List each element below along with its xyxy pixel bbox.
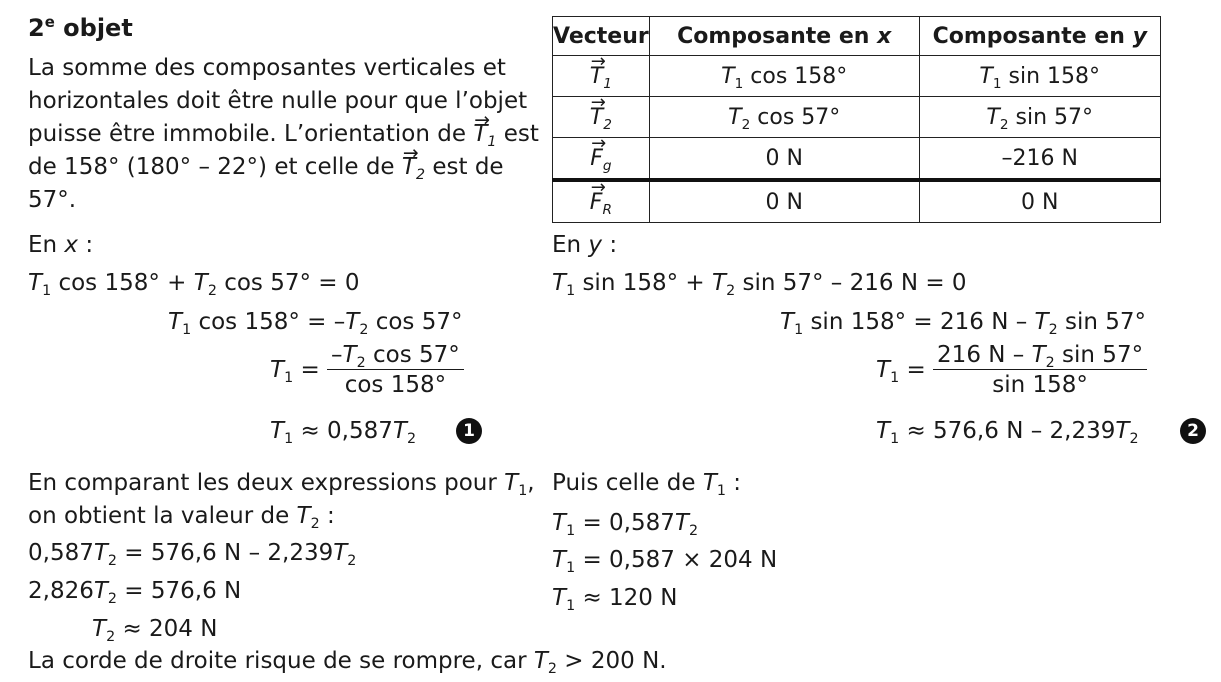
vec-letter: T: [589, 104, 604, 130]
vec-letter: T: [589, 63, 604, 89]
intro-line-3a: puisse être immobile. L’orientation de: [28, 121, 474, 147]
table-header-row: [553, 17, 1161, 56]
vec-sub: g: [602, 157, 612, 174]
y-equation-3: $T_1$ = $\frac{216 N - T_2 \sin 57^\circ}{\sin 158^\circ}$: [876, 344, 1147, 397]
x-label: [28, 234, 93, 257]
then-label: Puis celle de $T_1$ :: [552, 470, 742, 499]
cell-sym: T: [721, 63, 735, 89]
title-superscript: e: [44, 13, 55, 32]
y-label-colon: :: [602, 232, 618, 258]
y-fraction-numerator: 216 N – $T_2$ sin 57°: [933, 344, 1147, 370]
table-row: [553, 97, 1161, 138]
then-eq2: = 0,587 × 204 N: [575, 547, 778, 573]
vec-symbol: [590, 145, 612, 174]
header-y-var: y: [1132, 23, 1147, 49]
intro-paragraph: [28, 52, 548, 217]
compare-eq2-a: 2,826: [28, 578, 94, 604]
components-table: [552, 16, 1161, 223]
x-label-var: x: [64, 232, 79, 258]
x-label-colon: :: [78, 232, 94, 258]
vec-symbol: [589, 63, 612, 92]
y-fraction: [933, 344, 1147, 397]
y-fraction-denominator: sin 158°: [992, 372, 1088, 398]
table-row: [553, 138, 1161, 181]
cell-sub: 1: [992, 75, 1002, 92]
intro-line-4b: est de 57°.: [28, 154, 504, 213]
compare-eq-3: $T_2 \approx 204$ N: [92, 616, 218, 645]
y-equation-4: $T_1 \approx 576,6$ N – $2,239T_2$: [876, 418, 1139, 447]
y-eq2-a: sin 158° = 216 N –: [803, 309, 1035, 335]
y-label-var: y: [588, 232, 603, 258]
compare-text-2: on obtient la valeur de: [28, 503, 297, 529]
cell-sub: 2: [999, 116, 1009, 133]
vector-t1: → $T_1$: [473, 118, 496, 151]
section-title: [28, 13, 133, 42]
compare-eq-1: $0,587T_2 = 576,6$ N – $2,239T_2$: [28, 540, 357, 569]
y-eq1-a: sin 158° +: [575, 270, 713, 296]
x-label-text: En: [28, 232, 65, 258]
intro-line-1: La somme des composantes verticales et: [28, 55, 506, 81]
then-label-b: :: [725, 470, 742, 496]
cell-text: cos 57°: [750, 104, 841, 130]
vec-letter: F: [589, 189, 603, 215]
compare-line-2: on obtient la valeur de $T_2$ :: [28, 503, 335, 532]
cell-sub: 2: [741, 116, 751, 133]
x-fraction-denominator: cos 158°: [344, 372, 447, 398]
compare-eq2-b: = 576,6 N: [117, 578, 242, 604]
x-eq4: ≈ 0,587: [293, 418, 393, 444]
y-eq1-b: sin 57° – 216 N = 0: [735, 270, 967, 296]
y-num-a: 216 N –: [937, 342, 1032, 368]
header-vector: Vecteur: [553, 17, 650, 56]
compare-text-1b: ,: [527, 470, 535, 496]
cell-x: [649, 97, 919, 138]
cell-sym: T: [979, 63, 993, 89]
vec-letter: F: [590, 145, 603, 171]
then-eq-1: $T_1 = 0,587T_2$: [552, 510, 699, 539]
cell-text: sin 158°: [1001, 63, 1101, 89]
cell-y: 0 N: [919, 180, 1160, 223]
cell-x: 0 N: [649, 138, 919, 181]
title-text: objet: [54, 14, 133, 42]
cell-y: –216 N: [919, 138, 1160, 181]
step-badge-2: 2: [1180, 418, 1206, 444]
y-eq4: ≈ 576,6 N – 2,239: [899, 418, 1116, 444]
y-label: [552, 234, 617, 257]
x-fraction-numerator: $-T_2$ cos 57°: [327, 344, 464, 370]
x-eq1-a: cos 158° +: [51, 270, 194, 296]
y-num-b: sin 57°: [1054, 342, 1144, 368]
row-vector-t1: [553, 56, 650, 97]
vec-symbol: [589, 189, 612, 218]
cell-text: cos 158°: [743, 63, 848, 89]
compare-eq-2: $2,826T_2 = 576,6$ N: [28, 578, 242, 607]
cell-sym: T: [728, 104, 742, 130]
then-label-a: Puis celle de: [552, 470, 703, 496]
cell-y: [919, 97, 1160, 138]
conclusion-b: > 200 N.: [556, 648, 667, 674]
y-equation-2: $T_1$ sin 158° = 216 N – $T_2$ sin 57°: [780, 309, 1147, 338]
compare-eq1-a: 0,587: [28, 540, 94, 566]
x-fraction: [327, 344, 464, 397]
compare-line-1: En comparant les deux expressions pour $T_1$,: [28, 470, 535, 499]
y-equation-1: $T_1$ $\sin 158^\circ + T_2$ sin 57° – 216 N = 0: [552, 270, 967, 299]
then-eq3: ≈ 120 N: [575, 585, 678, 611]
x-num-a: –: [331, 342, 343, 368]
intro-line-2: horizontales doit être nulle pour que l’objet: [28, 88, 528, 114]
x-equation-3: $T_1$ = $\frac{-T_2 \cos 57^\circ}{\cos 158^\circ}$: [270, 344, 464, 397]
cell-sub: 1: [734, 75, 744, 92]
x-eq2-a: cos 158° = –: [191, 309, 346, 335]
cell-text: sin 57°: [1008, 104, 1094, 130]
compare-text-1: En comparant les deux expressions pour: [28, 470, 505, 496]
vector-t2: → $T_2$: [402, 151, 425, 184]
y-label-text: En: [552, 232, 589, 258]
then-eq-2: $T_1 = 0,587 \times 204$ N: [552, 547, 778, 576]
header-y: [919, 17, 1160, 56]
header-x-text: Composante en: [677, 23, 878, 49]
x-eq2-b: cos 57°: [368, 309, 463, 335]
compare-eq1-b: = 576,6 N – 2,239: [117, 540, 334, 566]
x-equation-4: $T_1 \approx 0,587T_2$: [270, 418, 417, 447]
table-row: [553, 180, 1161, 223]
x-num-b: cos 57°: [365, 342, 460, 368]
x-equation-1: $T_1$ $\cos 158^\circ + T_2$ cos 57° = 0: [28, 270, 360, 299]
table-row: [553, 56, 1161, 97]
then-eq-3: $T_1 \approx 120$ N: [552, 585, 678, 614]
header-x-var: x: [877, 23, 892, 49]
compare-text-2b: :: [319, 503, 335, 529]
cell-x: 0 N: [649, 180, 919, 223]
then-eq1: = 0,587: [575, 510, 675, 536]
vec-sub: R: [602, 201, 612, 218]
conclusion-a: La corde de droite risque de se rompre, car: [28, 648, 534, 674]
cell-sym: T: [986, 104, 1000, 130]
vec-symbol: [589, 104, 612, 133]
row-vector-fr: [553, 180, 650, 223]
step-badge-1: 1: [456, 418, 482, 444]
intro-line-3b: est: [496, 121, 539, 147]
cell-x: [649, 56, 919, 97]
header-x: [649, 17, 919, 56]
y-eq2-b: sin 57°: [1057, 309, 1147, 335]
title-number: 2: [28, 14, 45, 42]
intro-line-4: [28, 151, 548, 217]
compare-eq3: ≈ 204 N: [115, 616, 218, 642]
row-vector-t2: [553, 97, 650, 138]
vec-sub: 2: [603, 116, 612, 133]
intro-line-3: [28, 118, 548, 151]
x-eq1-b: cos 57° = 0: [216, 270, 360, 296]
header-y-text: Composante en: [932, 23, 1133, 49]
conclusion: La corde de droite risque de se rompre, car $T_2 > 200$ N.: [28, 648, 667, 677]
intro-line-4a: de 158° (180° – 22°) et celle de: [28, 154, 402, 180]
x-equation-2: $T_1$ $\cos 158^\circ = -T_2$ cos 57°: [168, 309, 463, 338]
vec-sub: 1: [603, 75, 612, 92]
row-vector-fg: [553, 138, 650, 181]
cell-y: [919, 56, 1160, 97]
